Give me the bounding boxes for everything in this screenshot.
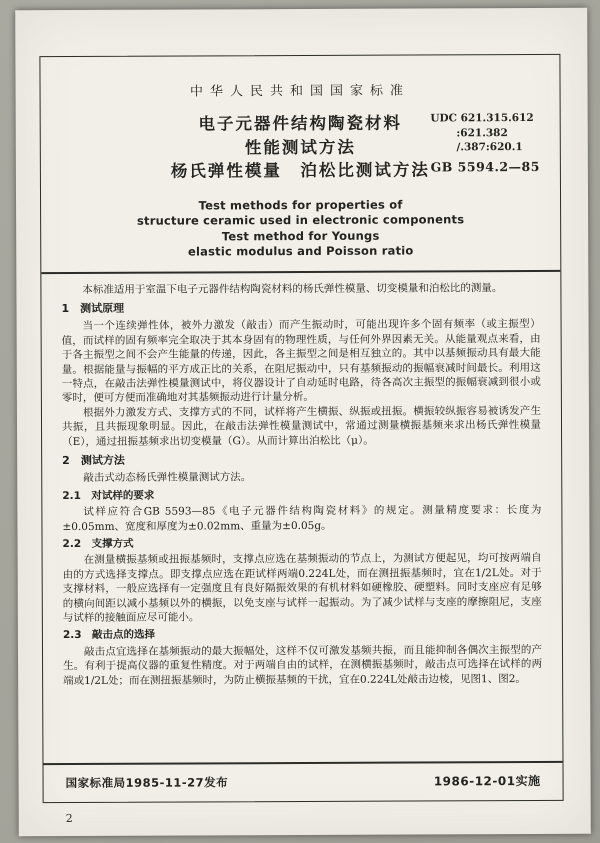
udc-number-line-3: /.387:620.1 [456, 141, 523, 154]
footer [63, 763, 542, 802]
header-divider-rule [41, 269, 560, 273]
section-2-2-heading: 2.2 支撑方式 [62, 537, 134, 551]
section-2-3-heading: 2.3 敲击点的选择 [62, 629, 156, 642]
title-line-2: 性能测试方法 [244, 137, 356, 157]
udc-number-line-2: :621.382 [456, 126, 508, 139]
udc-classification-block [430, 111, 540, 174]
scope-paragraph: 本标准适用于室温下电子元器件结构陶瓷材料的杨氏弹性模量、切变模量和泊松比的测量。 [82, 281, 503, 296]
english-title-line-1: Test methods for properties of [198, 197, 403, 212]
section-2-3-paragraph: 敲击点宜选择在基频振动的最大振幅处，这样不仅可激发基频共振，而且能抑制各偶次主振型的产生。有利于提高仪器的重复性精度。对于两端自由的试样，在测横振基频时，敲击点可选择在试样的两端或1/2L处；而在测扭振基频时，为防止横振基频的干扰，宜在0.224L处敲击边棱，见图1、图2。 [63, 643, 543, 687]
section-2-intro: 敲击式动态杨氏弹性模量测试方法。 [83, 471, 252, 485]
section-2-heading: 2 测试方法 [62, 453, 125, 468]
footer-implementation-date: 1986-12-01实施 [433, 773, 541, 789]
udc-number-line-1: UDC 621.315.612 [430, 111, 534, 125]
section-2-1-heading: 2.1 对试样的要求 [62, 489, 155, 502]
english-title-line-2: structure ceramic used in electronic components [136, 212, 465, 228]
document-body [61, 280, 542, 688]
section-1-paragraph-2: 根据外力激发方式、支撑方式的不同，试样将产生横振、纵振或扭振。横振较纵振容易被诱发产生共振，且共振现象明显。因此，在敲击法弹性模量测试中，常通过测量横振基频来求出杨氏弹性模量（E），通过扭振基频求出切变模量（G）。从而计算出泊松比（μ）。 [61, 404, 542, 448]
national-standard-header: 中华人民共和国国家标准 [190, 83, 411, 100]
page-number: 2 [65, 812, 73, 826]
section-1-paragraph-1: 当一个连续弹性体，被外力激发（敲击）而产生振动时，可能出现许多个固有频率（或主振型）值，而试样的固有频率完全取决于其本身固有的物理性质，与任何外界因素无关。从能量观点来看，由于各主振型之间不会产生能量的传递，因此，各主振型之间是相互独立的。其中以基频振动具有最大能量。根据能量与振幅的平方成正比的关系，在阻尼振动中，只有基频振动的振幅衰减时间最长。利用这一特点，在敲击法弹性模量测试中，将仪器设计了自动延时电路，待各高次主振型的振幅衰减到很小或零时，便可方便而准确地对其基频振动进行计量分析。 [61, 318, 541, 405]
section-1-heading: 1 测试原理 [61, 301, 125, 315]
footer-issue-date: 国家标准局1985-11-27发布 [65, 774, 229, 790]
section-2-1-paragraph: 试样应符合GB 5593—85《电子元器件结构陶瓷材料》的规定。测量精度要求：长度为±0.05mm、宽度和厚度为±0.02mm、重量为±0.05g。 [62, 504, 542, 533]
title-block [61, 111, 540, 184]
section-2-2-paragraph: 在测量横振基频或扭振基频时，支撑点应选在基频振动的节点上，为测试方便起见，均可按两端自由的方式选择支撑点。即支撑点应选在距试样两端0.224L处，而在测扭振基频时，宜在1/2L处。对于支撑材料，一般应选择有一定强度且有良好隔振效果的有机材料如硬橡胶、硬塑料。同时支座应有足够的横向间距以减小基频以外的横振，以免支座与试样一起振动。为了减少试样与支座的摩擦阻尼，支座与试样的接触面应尽可能小。 [62, 552, 542, 625]
title-line-3: 杨氏弹性模量 泊松比测试方法 [170, 160, 430, 181]
english-title-line-3: Test method for Youngs [221, 228, 380, 243]
page-frame-border [39, 54, 563, 803]
english-title-line-4: elastic modulus and Poisson ratio [187, 243, 414, 259]
title-line-1: 电子元器件结构陶瓷材料 [198, 113, 402, 134]
document-page [15, 8, 591, 836]
english-title [61, 196, 540, 260]
gb-standard-code: GB 5594.2—85 [430, 158, 540, 174]
